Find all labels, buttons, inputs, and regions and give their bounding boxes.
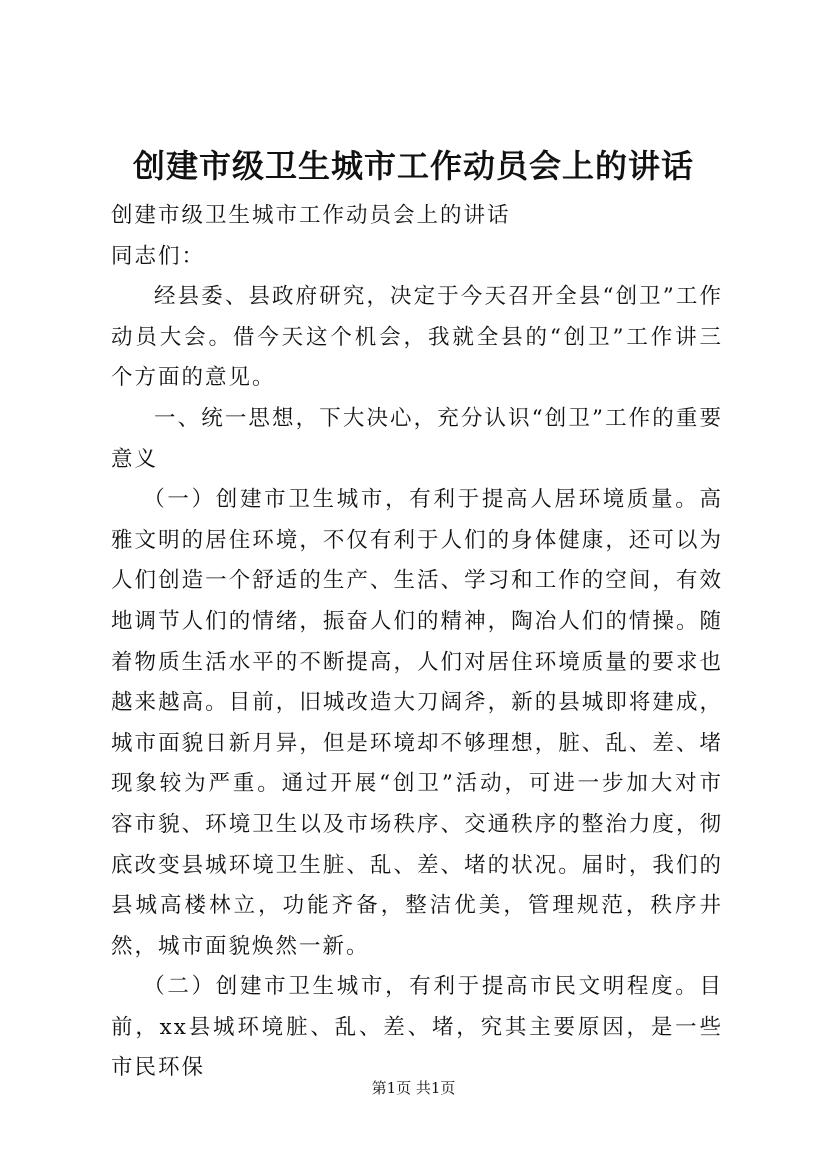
page-number-label: 第1页 共1页 <box>371 1079 456 1097</box>
paragraph: 经县委、县政府研究，决定于今天召开全县“创卫”工作动员大会。借今天这个机会，我就全县的“创卫”工作讲三个方面的意见。 <box>111 284 723 391</box>
subtitle: 创建市级卫生城市工作动员会上的讲话 <box>111 203 511 228</box>
page-footer <box>0 1078 827 1098</box>
page-title: 创建市级卫生城市工作动员会上的讲话 <box>132 147 694 185</box>
section-heading: 一、统一思想，下大决心，充分认识“创卫”工作的重要意义 <box>111 405 723 472</box>
salutation: 同志们： <box>111 243 206 269</box>
document-body <box>111 196 723 1089</box>
paragraph: （二）创建市卫生城市，有利于提高市民文明程度。目前，xx县城环境脏、乱、差、堵，究其主要原因，是一些市民环保 <box>111 974 723 1081</box>
paragraph: （一）创建市卫生城市，有利于提高人居环境质量。高雅文明的居住环境，不仅有利于人们的身体健康，还可以为人们创造一个舒适的生产、生活、学习和工作的空间，有效地调节人们的情绪，振奋人们的精神，陶冶人们的情操。随着物质生活水平的不断提高，人们对居住环境质量的要求也越来越高。目前，旧城改造大刀阔斧，新的县城即将建成，城市面貌日新月异，但是环境却不够理想，脏、乱、差、堵现象较为严重。通过开展“创卫”活动，可进一步加大对市容市貌、环境卫生以及市场秩序、交通秩序的整治力度，彻底改变县城环境卫生脏、乱、差、堵的状况。届时，我们的县城高楼林立，功能齐备，整洁优美，管理规范，秩序井然，城市面貌焕然一新。 <box>111 487 723 959</box>
